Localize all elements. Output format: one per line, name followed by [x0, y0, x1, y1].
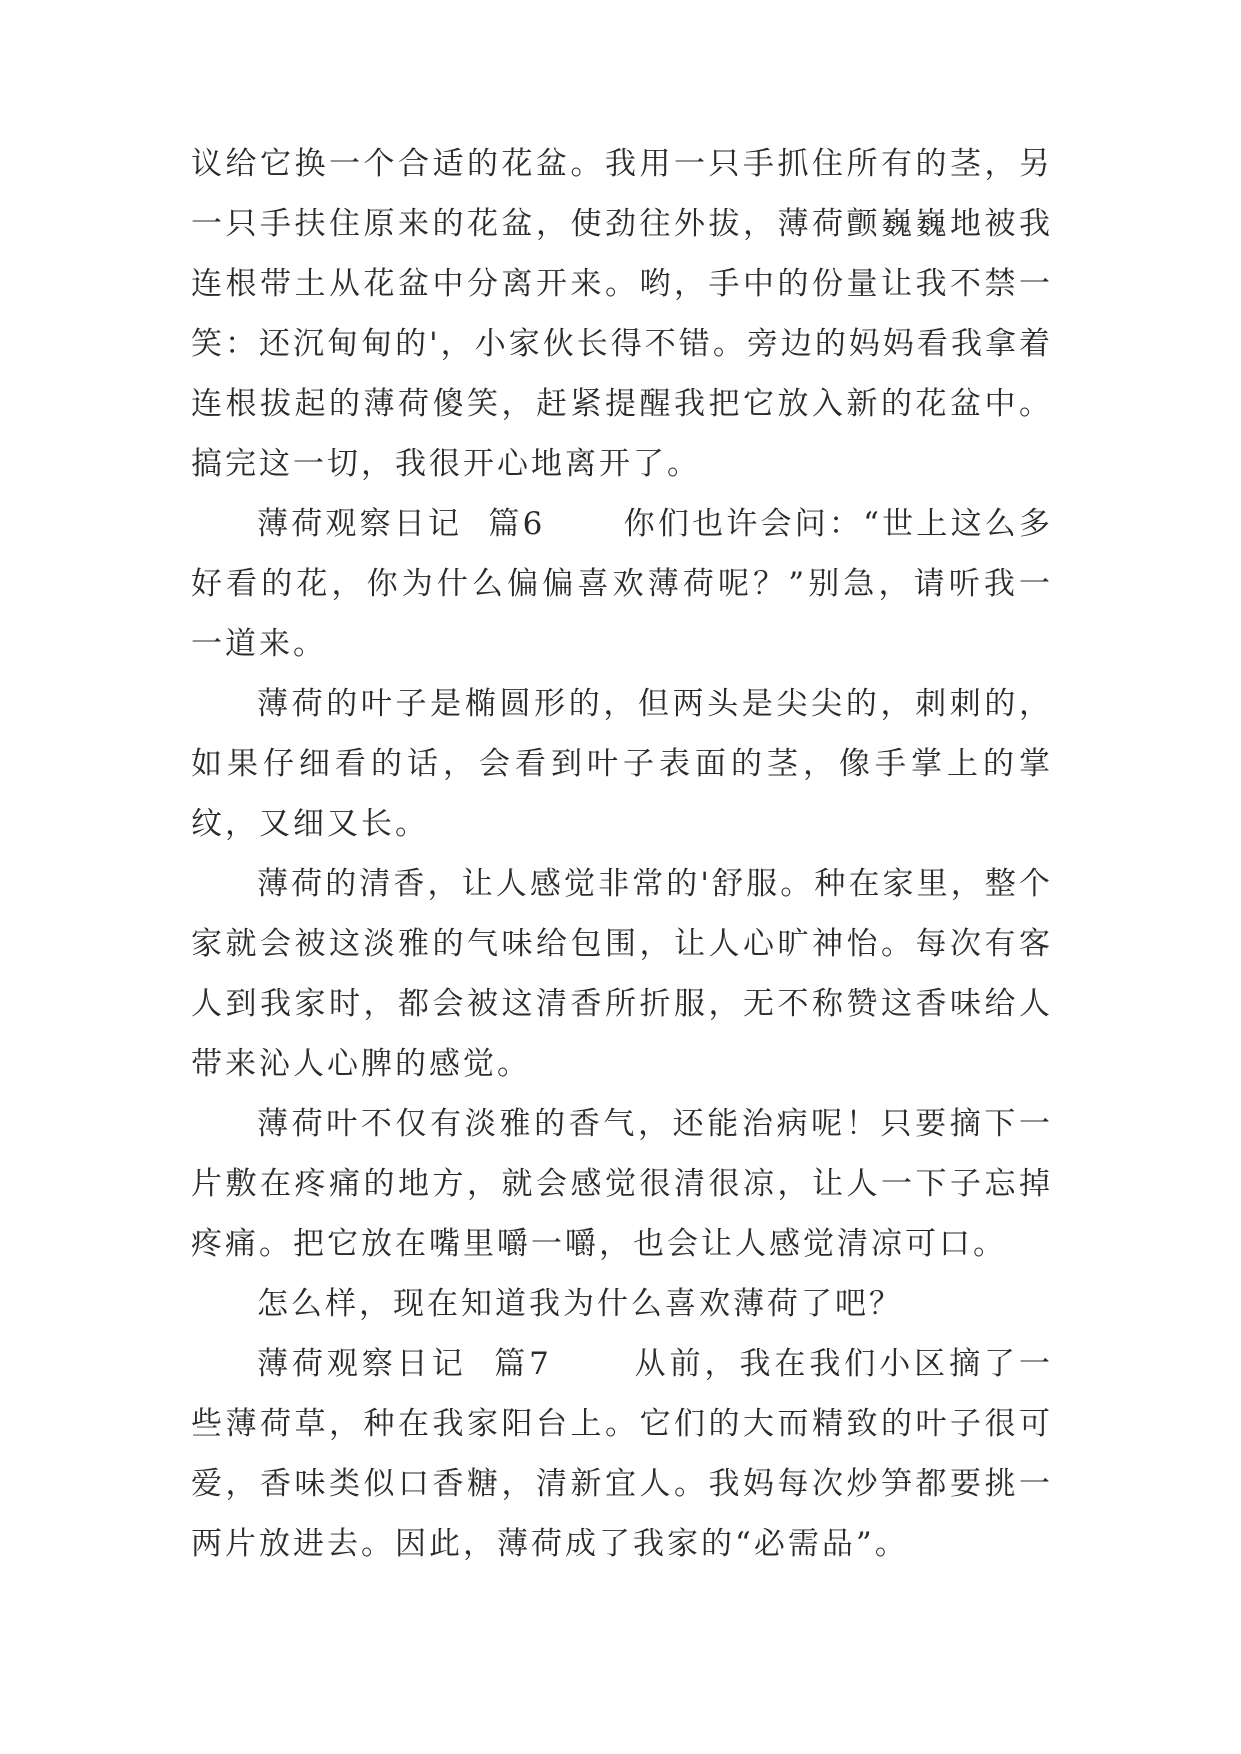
paragraph-6-text: 怎么样，现在知道我为什么喜欢薄荷了吧？ — [257, 1286, 903, 1322]
paragraph-2 — [191, 494, 1053, 674]
paragraph-7 — [191, 1334, 1053, 1574]
section-heading-7: 薄荷观察日记 篇7 — [257, 1346, 552, 1382]
heading-gap — [552, 1346, 635, 1382]
paragraph-3 — [191, 674, 1053, 854]
paragraph-2-text: 你们也许会问：“世上这么多好看的花，你为什么偏偏喜欢薄荷呢？”别急，请听我一一道来。 — [191, 506, 1053, 662]
paragraph-1-text: 议给它换一个合适的花盆。我用一只手抓住所有的茎，另一只手扶住原来的花盆，使劲往外拔，薄荷颤巍巍地被我连根带土从花盆中分离开来。哟，手中的份量让我不禁一笑：还沉甸甸的'，小家伙长得不错。旁边的妈妈看我拿着连根拔起的薄荷傻笑，赶紧提醒我把它放入新的花盆中。搞完这一切，我很开心地离开了。 — [191, 146, 1053, 482]
paragraph-4-text: 薄荷的清香，让人感觉非常的'舒服。种在家里，整个家就会被这淡雅的气味给包围，让人心旷神怡。每次有客人到我家时，都会被这清香所折服，无不称赞这香味给人带来沁人心脾的感觉。 — [191, 866, 1053, 1082]
paragraph-7-text: 从前，我在我们小区摘了一些薄荷草，种在我家阳台上。它们的大而精致的叶子很可爱，香味类似口香糖，清新宜人。我妈每次炒笋都要挑一两片放进去。因此，薄荷成了我家的“必需品”。 — [191, 1346, 1053, 1562]
section-heading-6: 薄荷观察日记 篇6 — [257, 506, 546, 542]
paragraph-5-text: 薄荷叶不仅有淡雅的香气，还能治病呢！只要摘下一片敷在疼痛的地方，就会感觉很清很凉，让人一下子忘掉疼痛。把它放在嘴里嚼一嚼，也会让人感觉清凉可口。 — [191, 1106, 1053, 1262]
paragraph-6 — [191, 1274, 1053, 1334]
paragraph-5 — [191, 1094, 1053, 1274]
paragraph-4 — [191, 854, 1053, 1094]
article-body — [191, 134, 1053, 1574]
heading-gap — [545, 506, 623, 542]
paragraph-3-text: 薄荷的叶子是椭圆形的，但两头是尖尖的，刺刺的，如果仔细看的话，会看到叶子表面的茎，像手掌上的掌纹，又细又长。 — [191, 686, 1053, 842]
paragraph-1 — [191, 134, 1053, 494]
